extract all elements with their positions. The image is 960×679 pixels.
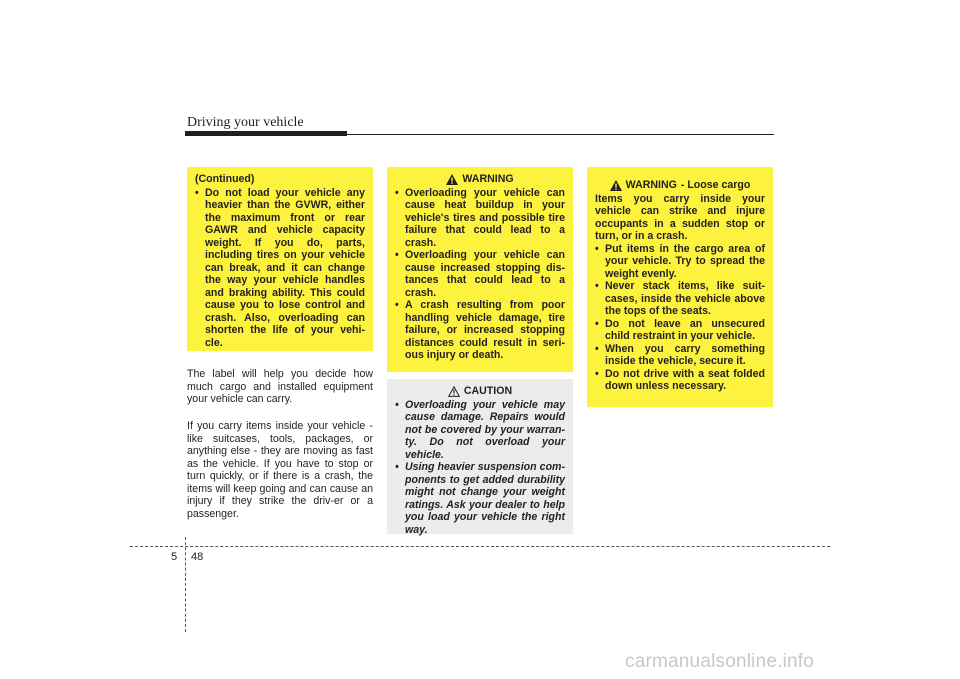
list-item: • When you carry something inside the vehicle, secure it. [595,343,765,368]
page-section-number: 5 [171,551,178,563]
warning-box [387,167,573,372]
header-rule [347,134,774,135]
continued-warning-box [187,167,373,351]
header-bar [185,131,347,136]
list-item: • Do not leave an unsecured child restraint in your vehicle. [595,318,765,343]
list-item: • Do not drive with a seat folded down unless necessary. [595,368,765,393]
list-item: • Never stack items, like suit-cases, inside the vehicle above the tops of the seats. [595,280,765,318]
list-item: • Overloading your vehicle can cause heat buildup in your vehicle's tires and possible tire failure that could lead to a crash. [395,187,565,250]
body-paragraph-2: If you carry items inside your vehicle - like suitcases, tools, packages, or anything else - they are moving as fast as the vehicle. If you have to stop or turn quickly, or if there is a crash, the items will keep going and can cause an injury if they strike the driv-er or a passenger. [187,420,373,520]
warning-title-text: WARNING [462,173,514,185]
list-item: • Do not load your vehicle any heavier than the GVWR, either the maximum front or rear GAWR and vehicle capacity weight. If you do, parts, including tires on your vehicle can break, and it can change the way your vehicle handles and braking ability. This could cause you to lose control and crash. Also, overloading can shorten the life of your vehi-cle. [195,187,365,350]
warning-triangle-icon [610,180,622,191]
footer-watermark: carmanualsonline.info [625,651,815,672]
caution-list [395,399,565,537]
footer-dashed-divider [185,537,186,632]
list-item: • A crash resulting from poor handling vehicle damage, tire failure, or increased stopping distances could result in seri-ous injury or death. [395,299,565,362]
warning-triangle-icon [446,174,458,185]
list-item: • Using heavier suspension com-ponents to get added durability might not change your weight ratings. Ask your dealer to help you load your vehicle the right way. [395,461,565,536]
cargo-warning-title-text: WARNING [625,179,677,191]
page-number: 48 [191,551,204,563]
warning-list [395,187,565,362]
warning-title [395,173,565,186]
continued-list [195,187,365,350]
cargo-warning-subtitle: - Loose cargo [680,179,751,191]
caution-title [395,385,565,398]
list-item: • Overloading your vehicle may cause damage. Repairs would not be covered by your warran-ty. Do not overload your vehicle. [395,399,565,462]
caution-box [387,379,573,534]
list-item: • Overloading your vehicle can cause increased stopping dis-tances that could lead to a crash. [395,249,565,299]
body-paragraph-1: The label will help you decide how much cargo and installed equipment your vehicle can carry. [187,368,373,405]
caution-title-text: CAUTION [463,385,513,397]
cargo-warning-list [595,243,765,393]
loose-cargo-warning-box [587,167,773,407]
cargo-warning-intro: Items you carry inside your vehicle can strike and injure occupants in a sudden stop or turn, or in a crash. [595,192,765,242]
caution-triangle-icon [448,386,460,397]
footer-dashed-rule [130,546,830,547]
continued-heading: (Continued) [195,173,255,185]
page-header-title: Driving your vehicle [187,115,304,130]
cargo-warning-title [595,179,765,192]
list-item: • Put items in the cargo area of your vehicle. Try to spread the weight evenly. [595,243,765,281]
